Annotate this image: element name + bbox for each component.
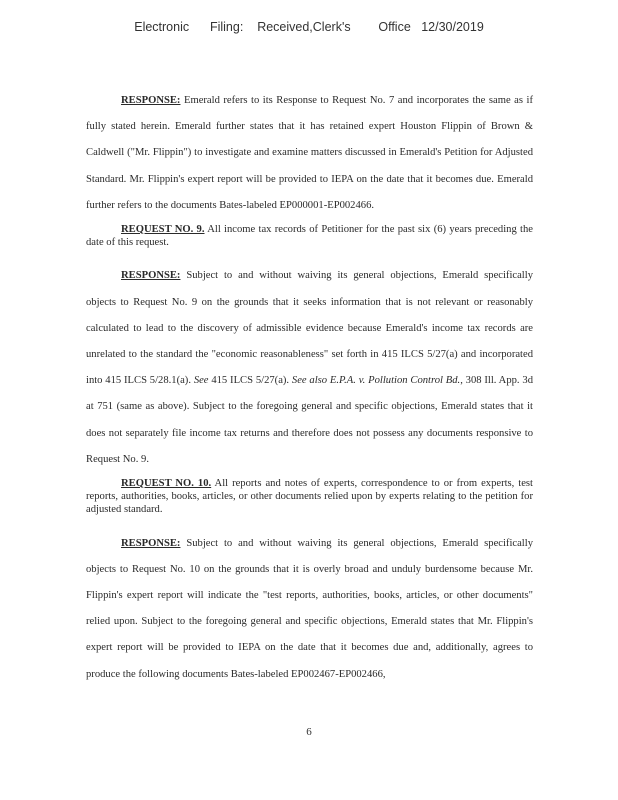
request-9-paragraph xyxy=(86,223,533,249)
filing-stamp-header: Electronic Filing: Received,Clerk's Office 12/30/2019 xyxy=(134,20,484,34)
see-signal: See xyxy=(193,375,209,387)
request-10-heading: REQUEST NO. 10. xyxy=(121,478,212,490)
request-10-text: All reports and notes of experts, correspondence to or from experts, test reports, authorities, books, articles, or other documents relied upon by experts relating to the petition for adjusted standard. xyxy=(86,478,533,516)
response-8-text: Emerald refers to its Response to Request No. 7 and incorporates the same as if fully stated herein. Emerald further states that it has retained expert Houston Flippin of Brown & Caldwell ("Mr. Flippin") to investigate and examine matters discussed in Emerald's Petition for Adjusted Standard. Mr. Flippin's expert report will be provided to IEPA on the date that it becomes due. Emerald further refers to the documents Bates-labeled EP000001-EP002466. xyxy=(86,95,533,211)
case-citation: See also E.P.A. v. Pollution Control Bd. xyxy=(291,375,461,387)
request-9-text: All income tax records of Petitioner for the past six (6) years preceding the date of this request. xyxy=(86,224,533,249)
response-10-text: Subject to and without waiving its general objections, Emerald specifically objects to Request No. 10 on the grounds that it is overly broad and unduly burdensome because Mr. Flippin's expert report will indicate the "test reports, authorities, books, articles, or other documents" relied upon. Subject to the foregoing general and specific objections, Emerald states that Mr. Flippin's expert report will be provided to IEPA on the date that it becomes due and, additionally, agrees to produce the following documents Bates-labeled EP002467-EP002466, xyxy=(86,537,533,680)
response-10-paragraph xyxy=(86,531,533,688)
response-9-text-a: Subject to and without waiving its general objections, Emerald specifically objects to Request No. 9 on the grounds that it seeks information that is not relevant or reasonably calculated to lead to the discovery of admissible evidence because Emerald's income tax records are unrelated to the standard the "economic reasonableness" set forth in 415 ILCS 5/27(a) and incorporated into 415 ILCS 5/28.1(a). xyxy=(86,270,533,387)
response-8-paragraph xyxy=(86,88,533,219)
response-heading: RESPONSE: xyxy=(121,537,181,549)
response-9-text-b: 415 ILCS 5/27(a). xyxy=(208,375,292,387)
page-number: 6 xyxy=(306,726,312,738)
response-heading: RESPONSE: xyxy=(121,270,181,282)
request-9-heading: REQUEST NO. 9. xyxy=(121,224,205,236)
response-9-text-c: , 308 Ill. App. 3d at 751 (same as above). Subject to the foregoing general and specific objections, Emerald states that it does not separately file income tax returns and therefore does not possess any documents responsive to Request No. 9. xyxy=(86,375,533,465)
response-9-paragraph xyxy=(86,263,533,473)
document-body xyxy=(86,88,533,692)
response-heading: RESPONSE: xyxy=(121,95,181,106)
request-10-paragraph xyxy=(86,477,533,517)
